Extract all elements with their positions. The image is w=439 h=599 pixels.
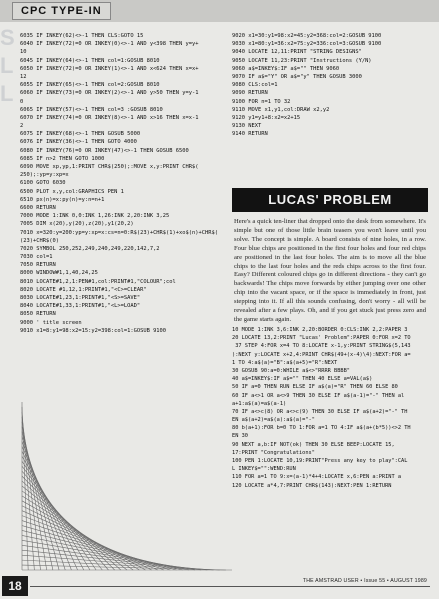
code-line: 9060 a$=INKEY$:IF a$="" THEN 9060 (232, 65, 340, 72)
code-line: 6500 PLOT x,y,col:GRAPHICS PEN 1 (20, 188, 124, 195)
string-design-curve-icon (18, 398, 238, 574)
code-line: 7010 x=320:y=200:yp=y:xp=x:cs=n=0:R$(23)+CHR$(1)+xo$(n)+CHR$( (20, 229, 218, 236)
code-line: 10 MODE 1:INK 3,6:INK 2,20:BORDER 0:CLS:INK 2,2:PAPER 3 (232, 327, 408, 333)
code-line: 6100 GOTO 6030 (20, 180, 66, 187)
code-line: 9120 y1=y1+8:x2=x2+15 (232, 114, 301, 121)
code-line: 6070 IF INKEY(74)=0 OR INKEY(8)<>-1 AND x>16 THEN x=x-1 (20, 114, 199, 121)
code-line: 9080 CLS:col=1 (232, 82, 278, 89)
art-string-line (22, 555, 213, 570)
left-code-listing (20, 32, 220, 402)
code-line: (23)+CHR$(0) (20, 237, 59, 244)
code-line: 17:PRINT "Congratulations" (232, 449, 315, 456)
code-line: 9000 ' title screen (20, 319, 82, 326)
code-line: 6076 IF INKEY(36)<>-1 THEN GOTO 4000 (20, 139, 137, 146)
code-line: 6035 IF INKEY(62)<>-1 THEN CLS:GOTO 15 (20, 33, 144, 39)
ghost-letter: L (0, 81, 14, 106)
code-line: 37 STEP 4:FOR x=4 TO 8:LOCATE x-1,y:PRINT STRING$(5,143 (232, 343, 411, 350)
code-line: 9140 RETURN (232, 131, 268, 138)
code-line: 6055 IF INKEY(65)<>-1 THEN col=2:GOSUB 8010 (20, 82, 160, 89)
code-line: 8050 RETURN (20, 311, 56, 318)
code-line: 20 LOCATE 13,2:PRINT "Lucas' Problem":PAPER 0:FOR x=2 TO (232, 335, 411, 342)
header-band (0, 0, 439, 22)
code-line: 9050 LOCATE 11,23:PRINT "Instructions (Y/N) (232, 57, 372, 64)
code-line: 7000 MODE 1:INK 0,0:INK 1,26:INK 2,20:INK 3,25 (20, 213, 170, 220)
code-line: 30 GOSUB 90:a=0:WHILE a$<>"RRRR BBBB" (232, 367, 350, 374)
code-line: 12 (20, 73, 27, 80)
footer-rule (30, 586, 430, 587)
footer-issue-text: THE AMSTRAD USER • Issue 55 • AUGUST 1989 (302, 578, 427, 584)
code-line: 7020 SYMBOL 250,252,249,240,249,220,142,7,2 (20, 245, 160, 252)
code-line: 60 IF a<>1 OR a<>9 THEN 30 ELSE IF a$(a-1)="-" THEN al (232, 392, 405, 399)
code-line: 9090 RETURN (232, 90, 268, 97)
code-line: EN a$(a+2)=a$(a):a$(a)="-" (232, 417, 315, 424)
code-line: 7030 col=1 (20, 254, 53, 261)
right-top-code-listing (232, 32, 428, 144)
article-title-banner: LUCAS' PROBLEM (232, 188, 428, 212)
section-header: CPC TYPE-IN (12, 2, 111, 20)
code-line: 8040 LOCATE#1,33,1:PRINT#1,"<L>=LOAD" (20, 303, 141, 310)
code-line: 6075 IF INKEY(68)<>-1 THEN GOSUB 5000 (20, 131, 141, 138)
code-line: 6080 IF INKEY(76)=0 OR INKEY(47)<>-1 THEN GOSUB 6500 (20, 147, 189, 154)
code-line: 9010 x1=8:y1=98:x2=15:y2=398:col=1:GOSUB 9100 (20, 327, 167, 334)
code-line: 7050 RETURN (20, 262, 56, 269)
code-line: 7005 DIM x(20),y(20),z(20),y1(20,2) (20, 221, 134, 228)
article-body (234, 218, 426, 325)
ghost-letters (0, 24, 16, 108)
code-line: 2 (20, 123, 24, 130)
code-line: 9030 x1=80:y1=36:x2=75:y2=336:col=3:GOSUB 9100 (232, 41, 382, 48)
code-line: 6040 IF INKEY(72)=0 OR INKEY(0)<>-1 AND y<398 THEN y=y+ (20, 41, 199, 48)
lucas-code-listing (232, 326, 432, 582)
code-line: 6510 px(n)=x:py(n)=y:n=n+1 (20, 196, 105, 203)
code-line: 6600 RETURN (20, 204, 56, 211)
code-line: 9110 MOVE x1,y1,col:DRAW x2,y2 (232, 106, 330, 113)
code-line: 6085 IF n>2 THEN GOTO 1000 (20, 155, 105, 162)
code-line: 6045 IF INKEY(64)<>-1 THEN col=1:GOSUB 8010 (20, 57, 160, 64)
code-line: 9130 NEXT (232, 123, 262, 130)
code-line: 50 IF a=0 THEN RUN ELSE IF a$(a)="R" THEN 60 ELSE 80 (232, 384, 398, 391)
code-line: 9070 IF a$="Y" OR a$="y" THEN GOSUB 3000 (232, 73, 362, 80)
code-line: 100 PEN 1:LOCATE 10,19:PRINT"Press any key to play":CAL (232, 458, 408, 464)
code-line: 8000 WINDOW#1,1,40,24,25 (20, 270, 98, 277)
page-number: 18 (2, 576, 28, 596)
code-line: 6090 MOVE xp,yp,1:PRINT CHR$(250);:MOVE x,y:PRINT CHR$( (20, 164, 199, 170)
ghost-letter: L (0, 53, 14, 78)
code-line: 120 LOCATE a*4,7:PRINT CHR$(143):NEXT:PEN 1:RETURN (232, 482, 392, 489)
code-line: 9020 x1=30:y1=98:x2=45:y2=368:col=2:GOSUB 9100 (232, 33, 382, 39)
article-paragraph: Here's a quick ten-liner that dropped onto the desk from somewhere. It's simple but one of those little brain teasers you won't leave until you solve. The concept is simple. A board consists of nine holes, in a row. Four blue chips are positioned in the first four holes and four red chips are positioned in the last four holes. The aim is to move all the blue chips to the last four holes and the reds chips across to the first four. Easy? Different coloured chips go in different directions - they can't go backwards! The chips move forwards by either jumping over one other chip into the vacant space, or if the space is immediately in front, just stepping into it. If all this sounds confusing, don't worry - all will be revealed after a few plays. Oh, and if you get stuck just press zero and the game starts again. (234, 218, 426, 323)
code-line: 6050 IF INKEY(72)=0 OR INKEY(1)<>-1 AND x<624 THEN x=x+ (20, 65, 199, 72)
code-line: 10 (20, 49, 27, 56)
code-line: 9100 FOR n=1 TO 32 (232, 98, 291, 105)
code-line: EN 30 (232, 433, 248, 440)
code-line: ):NEXT y:LOCATE x+2,4:PRINT CHR$(49+(x-4)\4):NEXT:FOR a= (232, 351, 411, 358)
code-line: 0 (20, 98, 24, 105)
code-line: 9040 LOCATE 12,11:PRINT "STRING DESIGNS" (232, 49, 362, 56)
code-line: L INKEY$="":WEND:RUN (232, 466, 296, 473)
code-line: 70 IF a<>c(8) OR a<>c(9) THEN 30 ELSE IF a$(a+2)="-" TH (232, 408, 408, 415)
code-line: 90 NEXT a,b:IF NOT(ok) THEN 30 ELSE BEEP:LOCATE 15, (232, 441, 395, 448)
code-line: 8030 LOCATE#1,23,1:PRINT#1,"<S>=SAVE" (20, 295, 141, 301)
code-line: 1 TO 4:a$(a)="B":a$(a+5)="R":NEXT (232, 359, 338, 366)
ghost-letter: S (0, 25, 15, 50)
code-line: 8020 LOCATE #1,12,1:PRINT#1,"<C>=CLEAR" (20, 286, 147, 293)
code-line: 40 a$=INKEY$:IF a$="" THEN 40 ELSE a=VAL(a$) (232, 376, 373, 383)
code-line: 8010 LOCATE#1,2,1:PEN#1,col:PRINT#1,"COLOUR";col (20, 278, 176, 285)
code-line: 110 FOR a=1 TO 9:x=(a-1)*4+4:LOCATE x,6:PEN a:PRINT a (232, 474, 402, 481)
code-line: a+1:a$(a)=a$(a-1) (232, 400, 287, 407)
code-line: 80 b(a+1):FOR b=0 TO 1:FOR a=1 TO 4:IF a$(a+(b*5))<>2 TH (232, 425, 411, 432)
code-line: 6060 IF INKEY(73)=0 OR INKEY(2)<>-1 AND y>50 THEN y=y-1 (20, 90, 199, 97)
code-line: 250);:yp=y:xp=x (20, 172, 69, 179)
code-line: 6065 IF INKEY(57)<>-1 THEN col=3 :GOSUB 8010 (20, 106, 163, 113)
